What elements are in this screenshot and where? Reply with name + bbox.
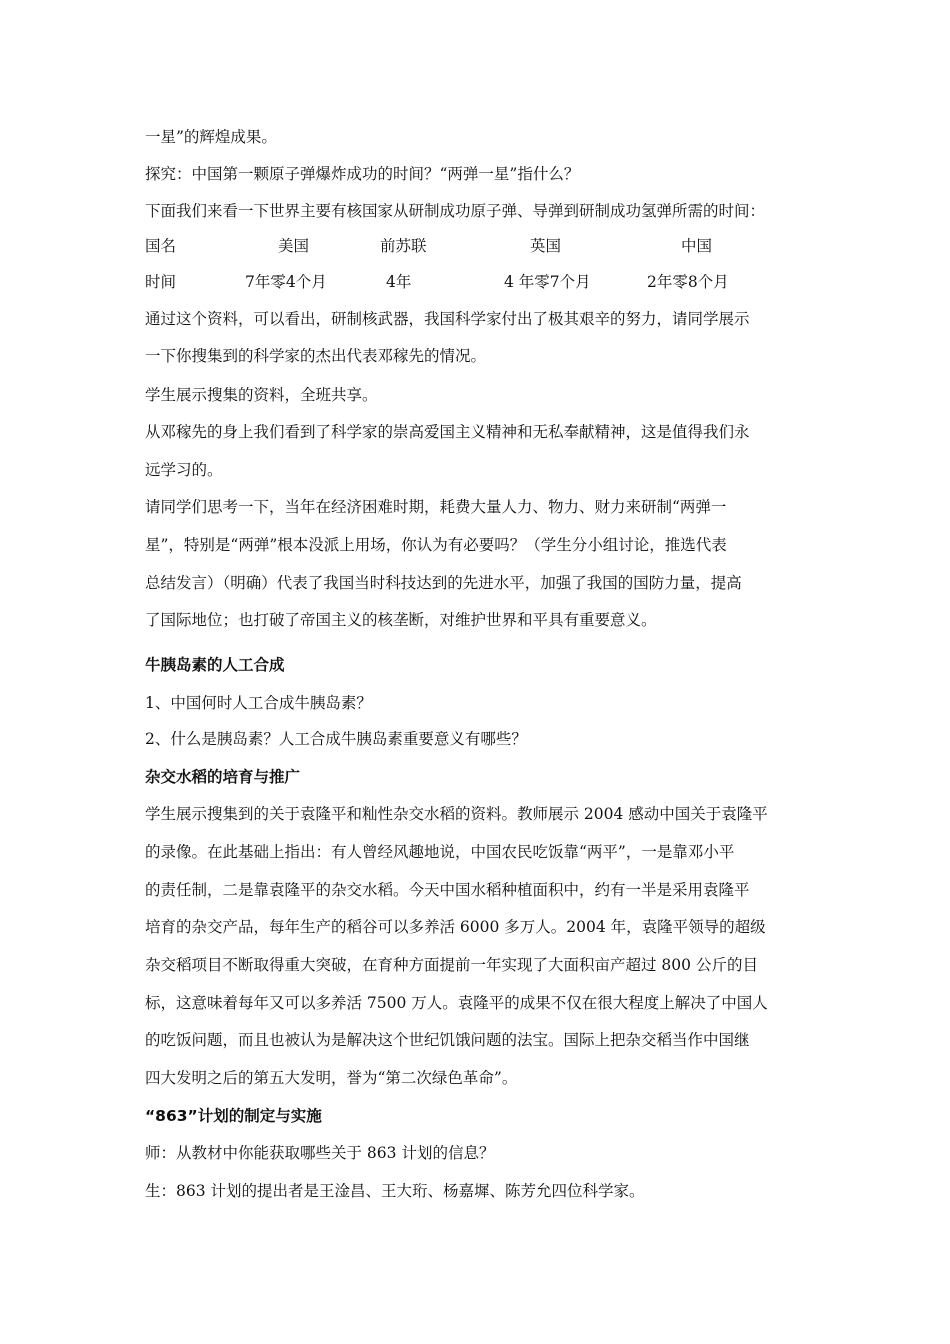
text-line: 了国际地位；也打破了帝国主义的核垄断，对维护世界和平具有重要意义。 — [145, 611, 657, 629]
text-line: 星”，特别是“两弹”根本没派上用场，你认为有必要吗？（学生分小组讨论，推选代表 — [145, 536, 727, 554]
text-line: 请同学们思考一下，当年在经济困难时期，耗费大量人力、物力、财力来研制“两弹一 — [145, 498, 727, 516]
section-heading: 牛胰岛素的人工合成 — [145, 656, 285, 674]
table-cell: 2年零8个月 — [647, 273, 729, 291]
text-line: 师：从教材中你能获取哪些关于 863 计划的信息？ — [145, 1144, 495, 1162]
list-item: 2、什么是胰岛素？人工合成牛胰岛素重要意义有哪些？ — [145, 730, 527, 748]
table-cell: 前苏联 — [380, 237, 427, 255]
table-cell: 美国 — [278, 237, 310, 255]
section-heading: “863”计划的制定与实施 — [145, 1107, 322, 1125]
text-line: 探究：中国第一颗原子弹爆炸成功的时间？“两弹一星”指什么？ — [145, 165, 580, 183]
table-cell: 4年 — [386, 273, 412, 291]
text-line: 的录像。在此基础上指出：有人曾经风趣地说，中国农民吃饭靠“两平”，一是靠邓小平 — [145, 843, 735, 861]
text-line: 下面我们来看一下世界主要有核国家从研制成功原子弹、导弹到研制成功氢弹所需的时间： — [145, 202, 766, 220]
text-line: 一星”的辉煌成果。 — [145, 128, 277, 146]
list-item: 1、中国何时人工合成牛胰岛素？ — [145, 694, 372, 712]
text-line: 生：863 计划的提出者是王淦昌、王大珩、杨嘉墀、陈芳允四位科学家。 — [145, 1182, 645, 1200]
text-line: 四大发明之后的第五大发明，誉为“第二次绿色革命”。 — [145, 1069, 518, 1087]
table-cell: 4 年零7个月 — [504, 273, 591, 291]
text-line: 学生展示搜集到的关于袁隆平和籼性杂交水稻的资料。教师展示 2004 感动中国关于袁隆平 — [145, 805, 768, 823]
text-line: 的责任制，二是靠袁隆平的杂交水稻。今天中国水稻种植面积中，约有一半是采用袁隆平 — [145, 881, 750, 899]
table-cell: 时间 — [145, 273, 177, 291]
text-line: 从邓稼先的身上我们看到了科学家的崇高爱国主义精神和无私奉献精神，这是值得我们永 — [145, 423, 750, 441]
text-line: 一下你搜集到的科学家的杰出代表邓稼先的情况。 — [145, 347, 487, 365]
text-line: 通过这个资料，可以看出，研制核武器，我国科学家付出了极其艰辛的努力，请同学展示 — [145, 310, 750, 328]
section-heading: 杂交水稻的培育与推广 — [145, 768, 301, 786]
table-cell: 国名 — [145, 237, 177, 255]
text-line: 总结发言）（明确）代表了我国当时科技达到的先进水平，加强了我国的国防力量，提高 — [145, 574, 742, 592]
table-cell: 中国 — [681, 237, 713, 255]
text-line: 标，这意味着每年又可以多养活 7500 万人。袁隆平的成果不仅在很大程度上解决了中国人 — [145, 994, 768, 1012]
text-line: 杂交稻项目不断取得重大突破，在育种方面提前一年实现了大面积亩产超过 800 公斤的目 — [145, 956, 758, 974]
text-line: 远学习的。 — [145, 461, 223, 479]
table-cell: 英国 — [530, 237, 562, 255]
text-line: 培育的杂交产品，每年生产的稻谷可以多养活 6000 多万人。2004 年，袁隆平领导的超级 — [145, 918, 766, 936]
table-cell: 7年零4个月 — [245, 273, 327, 291]
text-line: 学生展示搜集的资料，全班共享。 — [145, 386, 378, 404]
text-line: 的吃饭问题，而且也被认为是解决这个世纪饥饿问题的法宝。国际上把杂交稻当作中国继 — [145, 1031, 750, 1049]
